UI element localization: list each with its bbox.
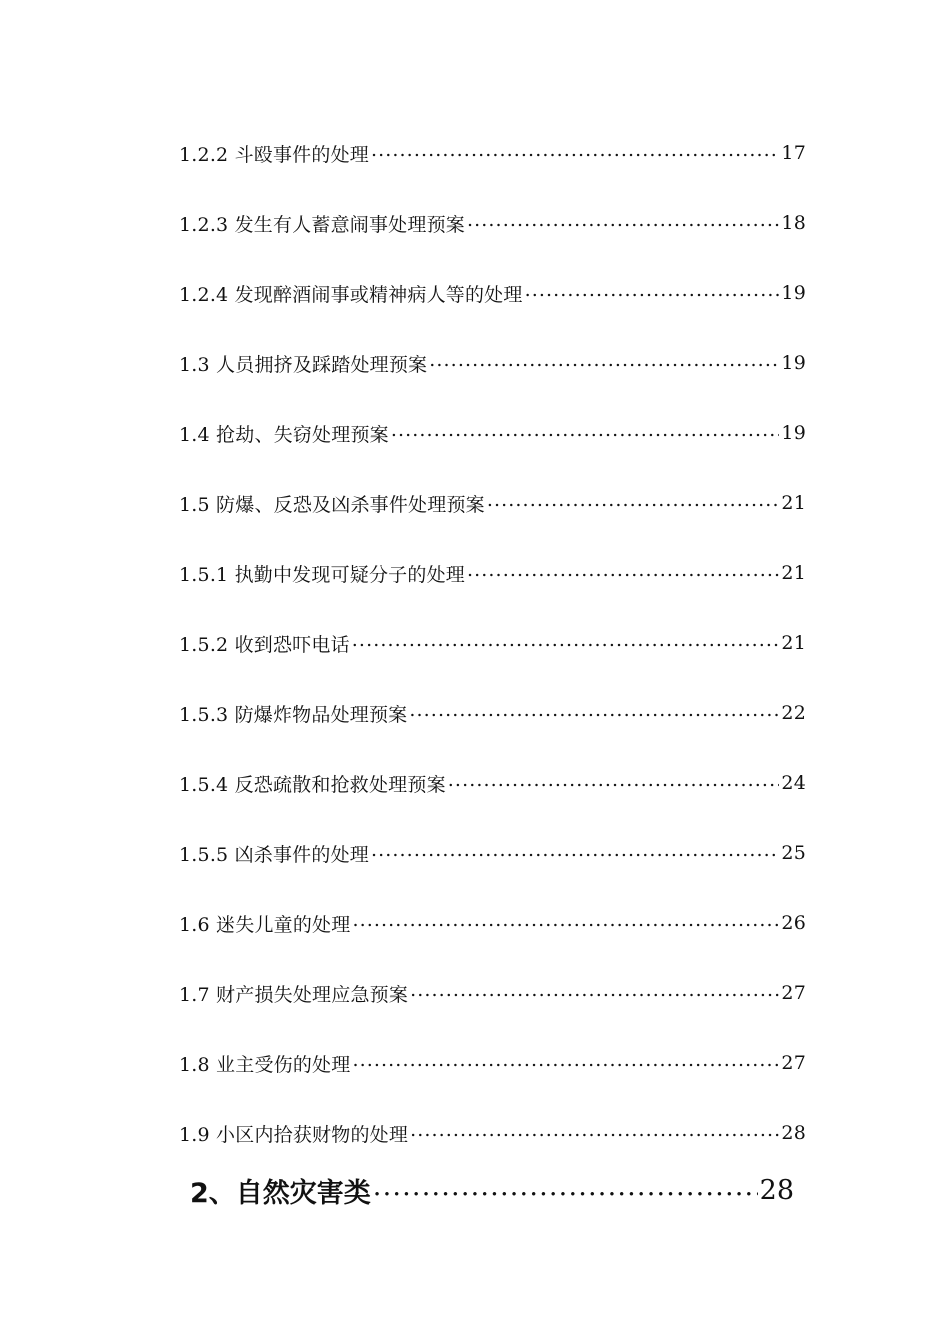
toc-entry-page: 19: [781, 352, 806, 374]
toc-major-entry-title: 2、自然灾害类: [190, 1177, 371, 1209]
toc-entry[interactable]: [179, 538, 806, 608]
toc-entry[interactable]: [179, 398, 806, 468]
toc-entry-page: 19: [781, 282, 806, 304]
toc-entry-page: 21: [781, 492, 806, 514]
toc-entry[interactable]: [179, 608, 806, 678]
toc-major-entry[interactable]: [190, 1162, 794, 1218]
toc-entry[interactable]: [179, 1098, 806, 1168]
dot-leader: [371, 141, 779, 166]
toc-entry-page: 27: [781, 1052, 806, 1074]
toc-entry-title: 1.5 防爆、反恐及凶杀事件处理预案: [179, 493, 485, 516]
toc-entry-title: 1.5.2 收到恐吓电话: [179, 633, 350, 656]
toc-major-entry-page: 28: [759, 1174, 794, 1206]
toc-entry[interactable]: [179, 328, 806, 398]
dot-leader: [410, 1121, 779, 1146]
toc-entry-page: 26: [781, 912, 806, 934]
dot-leader: [487, 491, 780, 516]
toc-entry[interactable]: [179, 678, 806, 748]
toc-entry[interactable]: [179, 118, 806, 188]
table-of-contents: [179, 118, 806, 1168]
dot-leader: [429, 351, 779, 376]
toc-entry-title: 1.5.5 凶杀事件的处理: [179, 843, 369, 866]
toc-entry-page: 27: [781, 982, 806, 1004]
dot-leader: [448, 771, 780, 796]
toc-entry[interactable]: [179, 1028, 806, 1098]
dot-leader: [467, 211, 779, 236]
toc-entry-page: 18: [781, 212, 806, 234]
toc-entry-page: 17: [781, 142, 806, 164]
toc-entry-title: 1.9 小区内拾获财物的处理: [179, 1123, 409, 1146]
toc-entry-page: 25: [781, 842, 806, 864]
toc-entry-title: 1.5.1 执勤中发现可疑分子的处理: [179, 563, 465, 586]
toc-entry-title: 1.6 迷失儿童的处理: [179, 913, 351, 936]
toc-entry-title: 1.7 财产损失处理应急预案: [179, 983, 409, 1006]
toc-entry[interactable]: [179, 258, 806, 328]
toc-entry-page: 28: [781, 1122, 806, 1144]
dot-leader: [409, 701, 779, 726]
toc-entry-title: 1.5.4 反恐疏散和抢救处理预案: [179, 773, 446, 796]
toc-entry-page: 22: [781, 702, 806, 724]
dot-leader: [352, 911, 779, 936]
dot-leader: [391, 421, 780, 446]
toc-entry[interactable]: [179, 468, 806, 538]
toc-entry-page: 21: [781, 562, 806, 584]
dot-leader: [371, 841, 779, 866]
toc-entry[interactable]: [179, 748, 806, 818]
dot-leader: [352, 1051, 779, 1076]
toc-entry[interactable]: [179, 888, 806, 958]
toc-entry-title: 1.8 业主受伤的处理: [179, 1053, 351, 1076]
toc-entry[interactable]: [179, 958, 806, 1028]
toc-entry-page: 21: [781, 632, 806, 654]
toc-entry-title: 1.2.4 发现醉酒闹事或精神病人等的处理: [179, 283, 523, 306]
toc-entry-page: 24: [781, 772, 806, 794]
toc-entry[interactable]: [179, 818, 806, 888]
toc-entry-title: 1.5.3 防爆炸物品处理预案: [179, 703, 408, 726]
toc-entry-title: 1.2.3 发生有人蓄意闹事处理预案: [179, 213, 465, 236]
dot-leader: [373, 1172, 758, 1207]
dot-leader: [352, 631, 780, 656]
dot-leader: [410, 981, 779, 1006]
toc-entry[interactable]: [179, 188, 806, 258]
toc-entry-title: 1.4 抢劫、失窃处理预案: [179, 423, 389, 446]
toc-entry-page: 19: [781, 422, 806, 444]
dot-leader: [525, 281, 780, 306]
dot-leader: [467, 561, 779, 586]
toc-entry-title: 1.3 人员拥挤及踩踏处理预案: [179, 353, 428, 376]
toc-entry-title: 1.2.2 斗殴事件的处理: [179, 143, 369, 166]
